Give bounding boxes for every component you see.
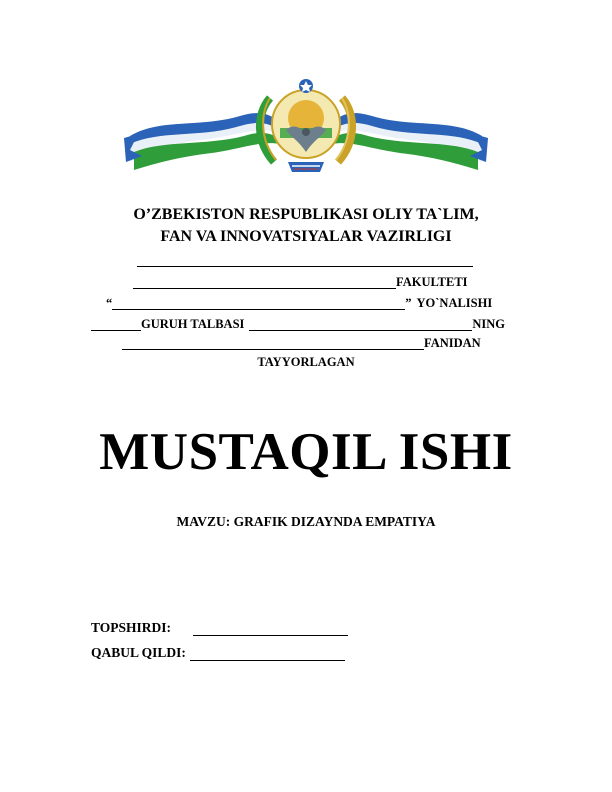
faculty-blank[interactable] bbox=[133, 276, 396, 289]
faculty-line bbox=[133, 275, 468, 289]
university-blank[interactable] bbox=[137, 254, 473, 267]
group-label: GURUH TALBASI bbox=[141, 317, 245, 331]
state-emblem-icon bbox=[120, 78, 492, 178]
submitted-blank[interactable] bbox=[193, 623, 348, 636]
accepted-label: QABUL QILDI: bbox=[91, 645, 186, 660]
direction-line bbox=[106, 296, 492, 310]
accepted-blank[interactable] bbox=[190, 648, 345, 661]
direction-label: YO`NALISHI bbox=[416, 296, 493, 310]
direction-close-quote: ” bbox=[405, 296, 412, 310]
university-line bbox=[137, 254, 473, 267]
submitted-label: TOPSHIRDI: bbox=[91, 620, 172, 635]
student-name-blank[interactable] bbox=[249, 318, 472, 331]
prepared-line bbox=[0, 355, 612, 369]
prepared-label: TAYYORLAGAN bbox=[257, 355, 355, 369]
ministry-line-2: FAN VA INNOVATSIYALAR VAZIRLIGI bbox=[160, 228, 452, 245]
topic-line: MAVZU: GRAFIK DIZAYNDA EMPATIYA bbox=[176, 514, 436, 529]
direction-open-quote: “ bbox=[106, 296, 113, 310]
submitted-line bbox=[91, 620, 348, 636]
subject-line bbox=[122, 336, 481, 350]
document-title: MUSTAQIL ISHI bbox=[99, 423, 513, 481]
group-line bbox=[91, 317, 505, 331]
ministry-line-1: O’ZBEKISTON RESPUBLIKASI OLIY TA`LIM, bbox=[133, 206, 479, 223]
faculty-label: FAKULTETI bbox=[396, 275, 468, 289]
accepted-line bbox=[91, 645, 345, 661]
subject-blank[interactable] bbox=[122, 337, 424, 350]
group-suffix: NING bbox=[472, 317, 506, 331]
subject-label: FANIDAN bbox=[424, 336, 481, 350]
direction-blank[interactable] bbox=[112, 297, 405, 310]
group-number-blank[interactable] bbox=[91, 318, 141, 331]
